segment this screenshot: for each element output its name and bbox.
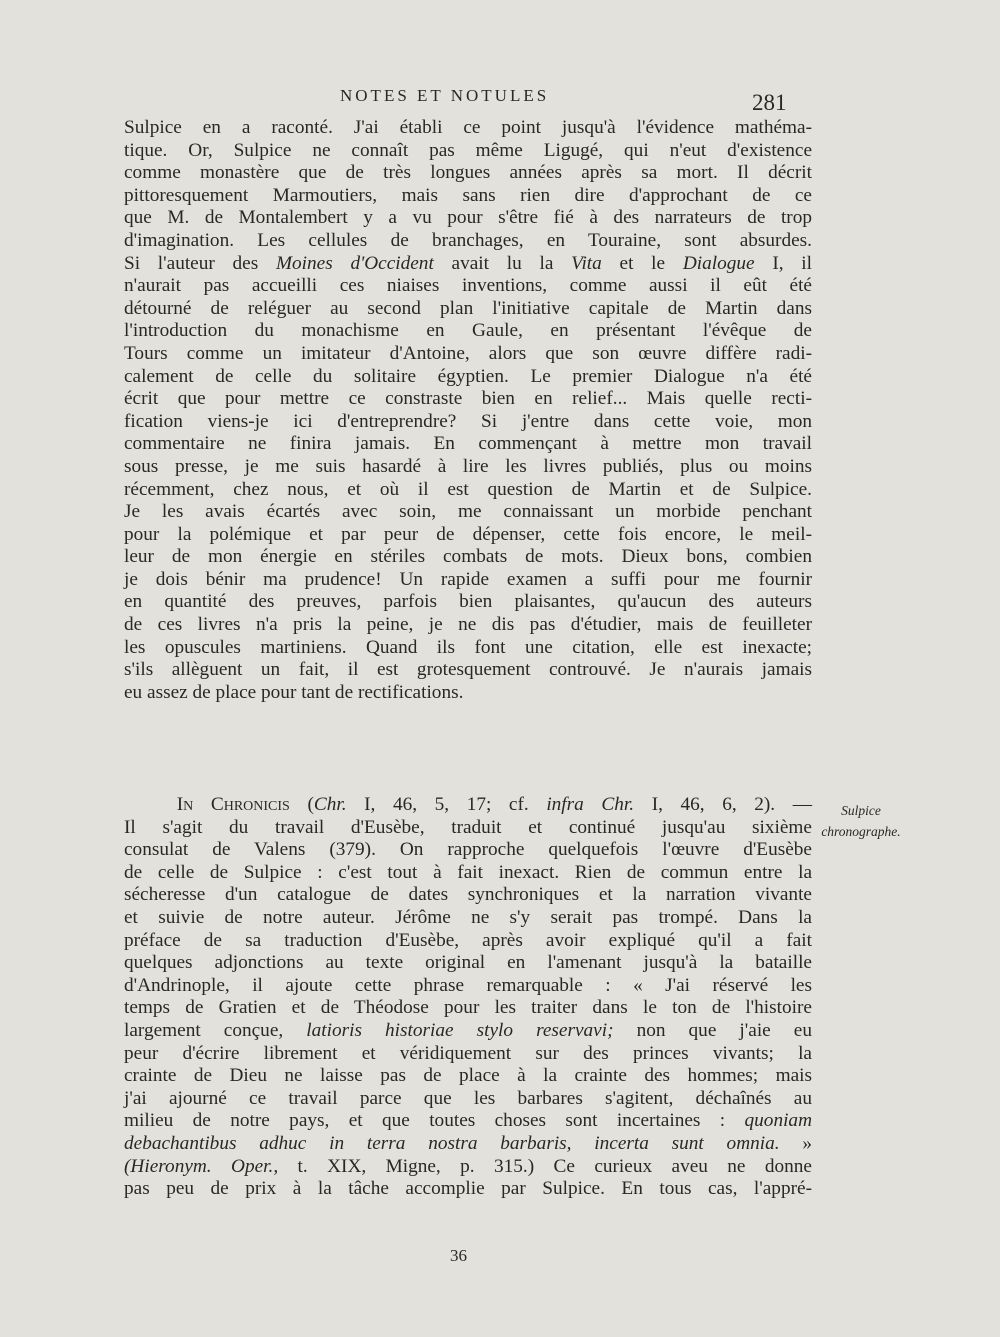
latin-quote: debachantibus adhuc in terra nostra barbaris, incerta sunt omnia.: [124, 1132, 780, 1154]
text-line: n'aurait pas accueilli ces niaises inventions, comme aussi il eût été: [124, 275, 812, 297]
text-line: s'ils allèguent un fait, il est grotesquement controuvé. Je n'aurais jamais: [124, 659, 812, 681]
text-line: de ces livres n'a pris la peine, je ne dis pas d'étudier, mais de feuilleter: [124, 614, 812, 636]
text-run: non que j'aie eu: [636, 1019, 812, 1041]
section-heading: In Chronicis: [176, 794, 290, 815]
text-run: (: [307, 794, 314, 815]
text-line: écrit que pour mettre ce constraste bien en relief... Mais quelle recti-: [124, 388, 812, 410]
margin-note-line: Sulpice: [841, 803, 881, 818]
italic-reference: Chr.: [313, 794, 347, 815]
text-run: I, 46, 6, 2). —: [651, 794, 812, 815]
text-line: eu assez de place pour tant de rectifications.: [124, 681, 464, 703]
italic-reference: infra Chr.: [546, 794, 635, 815]
text-line: Il s'agit du travail d'Eusèbe, traduit et continué jusqu'au sixième: [124, 816, 812, 838]
text-line: d'Andrinople, il ajoute cette phrase remarquable : « J'ai réservé les: [124, 974, 812, 996]
italic-title: Dialogue: [682, 252, 755, 274]
text-line: et suivie de notre auteur. Jérôme ne s'y serait pas trompé. Dans la: [124, 906, 812, 928]
text-run: »: [802, 1132, 812, 1154]
text-line: crainte de Dieu ne laisse pas de place à la crainte des hommes; mais: [124, 1065, 812, 1087]
text-line: sécheresse d'un catalogue de dates synchroniques et la narration vivante: [124, 884, 812, 906]
text-run: milieu de notre pays, et que toutes choses sont incertaines :: [124, 1110, 726, 1132]
text-run: I, 46, 5, 17; cf.: [364, 794, 529, 815]
text-line: fication viens-je ici d'entreprendre? Si j'entre dans cette voie, mon: [124, 410, 812, 432]
text-line: préface de sa traduction d'Eusèbe, après avoir expliqué qu'il a fait: [124, 929, 812, 951]
latin-quote: quoniam: [744, 1110, 812, 1132]
text-line: sous presse, je me suis hasardé à lire les livres publiés, plus ou moins: [124, 455, 812, 477]
page-number: 281: [752, 90, 787, 115]
text-line: quelques adjonctions au texte original en l'amenant jusqu'à la bataille: [124, 952, 812, 974]
text-line: en quantité des preuves, parfois bien plaisantes, qu'aucun des auteurs: [124, 591, 812, 613]
text-line: peur d'écrire librement et véridiquement sur des princes vivants; la: [124, 1042, 812, 1064]
text-line: commentaire ne finira jamais. En commençant à mettre mon travail: [124, 433, 812, 455]
text-line: récemment, chez nous, et où il est question de Martin et de Sulpice.: [124, 478, 812, 500]
text-line: d'imagination. Les cellules de branchages, en Touraine, sont absurdes.: [124, 229, 812, 251]
text-line: pittoresquement Marmoutiers, mais sans rien dire d'approchant de ce: [124, 184, 812, 206]
signature-mark: 36: [450, 1246, 467, 1265]
text-line: les opuscules martiniens. Quand ils font une citation, elle est inexacte;: [124, 636, 812, 658]
text-line: que M. de Montalembert y a vu pour s'être fié à des narrateurs de trop: [124, 207, 812, 229]
text-line: tique. Or, Sulpice ne connaît pas même Ligugé, qui n'eut d'existence: [124, 139, 812, 161]
text-line: Je les avais écartés avec soin, me connaissant un morbide penchant: [124, 501, 812, 523]
text-line: [124, 794, 812, 817]
text-line: pas peu de prix à la tâche accomplie par Sulpice. En tous cas, l'appré-: [124, 1178, 812, 1200]
italic-title: Vita: [571, 252, 602, 274]
text-line: consulat de Valens (379). On rapproche quelquefois l'œuvre d'Eusèbe: [124, 839, 812, 861]
text-line: [124, 1020, 812, 1043]
text-line: [124, 1156, 812, 1179]
text-run: t. XIX, Migne, p. 315.) Ce curieux aveu ne donne: [297, 1155, 812, 1177]
text-line: Sulpice en a raconté. J'ai établi ce point jusqu'à l'évidence mathéma-: [124, 117, 812, 138]
running-title: NOTES ET NOTULES: [340, 86, 550, 105]
margin-note-line: chronographe.: [821, 824, 901, 839]
text-line: [124, 1110, 812, 1133]
text-run: avait lu la: [451, 252, 554, 274]
running-head: [0, 86, 1000, 116]
text-line: calement de celle du solitaire égyptien. Le premier Dialogue n'a été: [124, 365, 812, 387]
text-line: l'introduction du monachisme en Gaule, en présentant l'évêque de: [124, 320, 812, 342]
text-line: Tours comme un imitateur d'Antoine, alors que son œuvre diffère radi-: [124, 342, 812, 364]
text-line: leur de mon énergie en stériles combats de mots. Dieux bons, combien: [124, 546, 812, 568]
paragraph-continuation: [124, 117, 812, 704]
text-run: largement conçue,: [124, 1019, 284, 1041]
text-line: temps de Gratien et de Théodose pour les traiter dans le ton de l'histoire: [124, 997, 812, 1019]
text-line: pour la polémique et par peur de dépenser, cette fois encore, le meil-: [124, 523, 812, 545]
text-line: détourné de reléguer au second plan l'initiative capitale de Martin dans: [124, 297, 812, 319]
text-line: comme monastère que de très longues années après sa mort. Il décrit: [124, 162, 812, 184]
italic-title: Moines d'Occident: [275, 252, 434, 274]
text-run: Si l'auteur des: [124, 252, 259, 274]
section-in-chronicis: [124, 794, 812, 1201]
text-line: de celle de Sulpice : c'est tout à fait inexact. Rien de commun entre la: [124, 861, 812, 883]
text-line: je dois bénir ma prudence! Un rapide examen a suffi pour me fournir: [124, 568, 812, 590]
text-line: [124, 1133, 812, 1156]
latin-quote: latioris historiae stylo reservavi;: [306, 1019, 614, 1041]
text-line: j'ai ajourné ce travail parce que les barbares s'agitent, déchaînés au: [124, 1087, 812, 1109]
text-run: I, il: [772, 252, 813, 274]
italic-reference: (Hieronym. Oper.,: [124, 1155, 279, 1177]
text-line: [124, 253, 812, 276]
text-run: et le: [619, 252, 666, 274]
margin-note: [806, 800, 916, 842]
